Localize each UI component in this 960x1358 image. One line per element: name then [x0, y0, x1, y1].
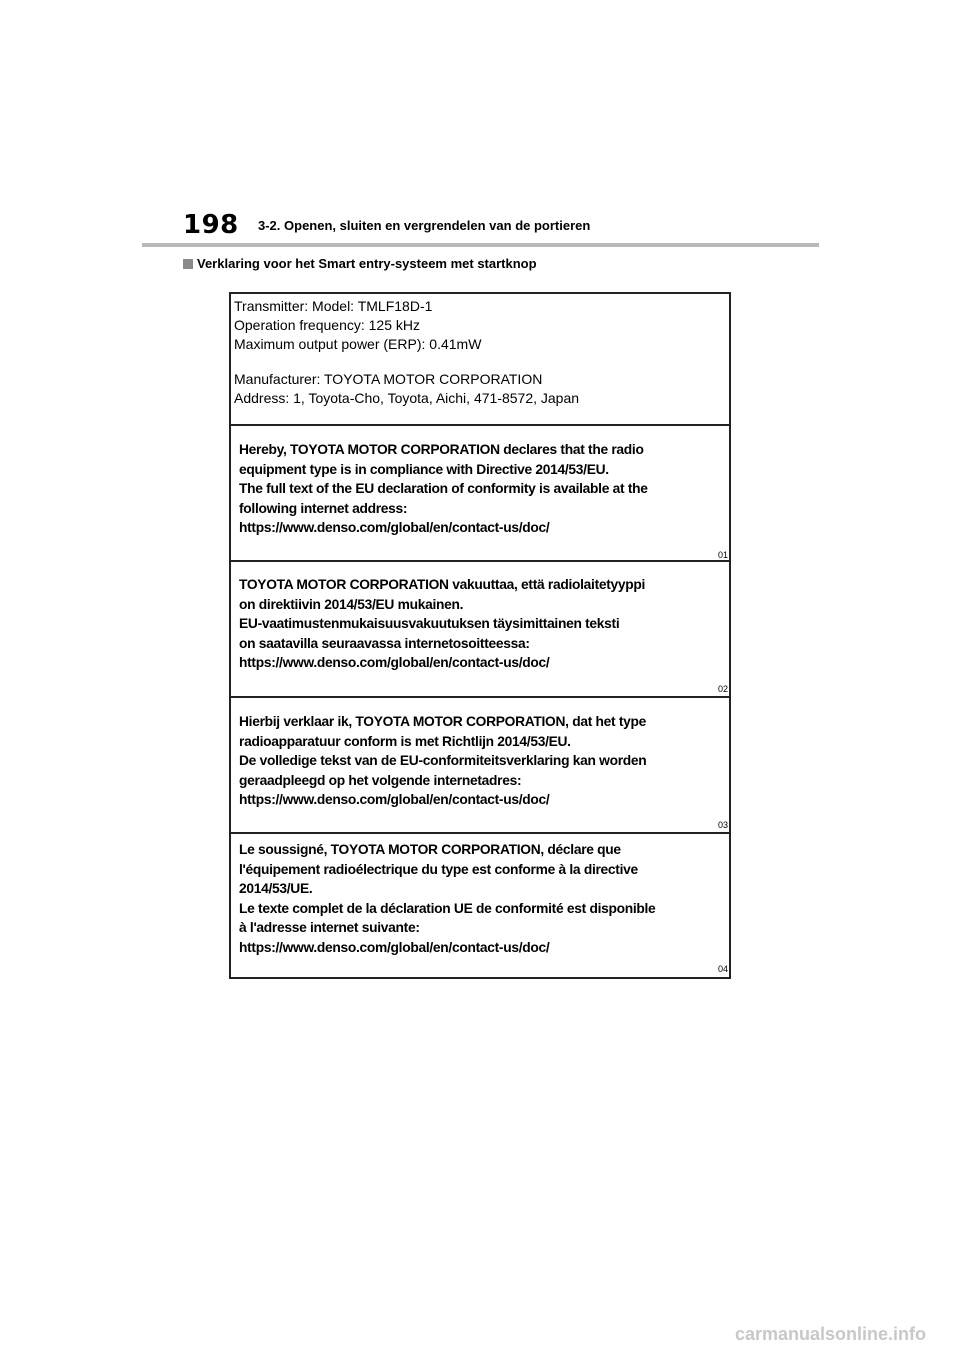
square-bullet-icon [183, 259, 193, 269]
section-title: 3-2. Openen, sluiten en vergrendelen van de portieren [258, 218, 591, 233]
declaration-line: De volledige tekst van de EU-conformiteitsverklaring kan worden [239, 753, 647, 768]
declaration-panel-en [231, 426, 729, 561]
declaration-panel-fi [231, 562, 729, 696]
panel-tag: 01 [717, 550, 728, 560]
subheading [183, 256, 537, 272]
declaration-line: TOYOTA MOTOR CORPORATION vakuuttaa, että radiolaitetyyppi [239, 577, 646, 592]
declaration-line: EU-vaatimustenmukaisuusvakuutuksen täysimittainen teksti [239, 616, 620, 631]
declaration-panel-fr [231, 834, 729, 977]
device-info [234, 297, 579, 408]
transmitter-model: Transmitter: Model: TMLF18D-1 [234, 298, 433, 314]
manufacturer: Manufacturer: TOYOTA MOTOR CORPORATION [234, 371, 543, 387]
subheading-text: Verklaring voor het Smart entry-systeem met startknop [197, 256, 537, 271]
declaration-line: Hereby, TOYOTA MOTOR CORPORATION declares that the radio [239, 442, 644, 457]
declaration-text-nl [239, 712, 646, 810]
page-number: 198 [183, 210, 239, 240]
max-output-power: Maximum output power (ERP): 0.41mW [234, 336, 482, 352]
declaration-line: The full text of the EU declaration of conformity is available at the [239, 481, 648, 496]
declaration-line: on saatavilla seuraavassa internetosoitteessa: [239, 635, 530, 651]
declaration-line: l'équipement radioélectrique du type est conforme à la directive [239, 861, 638, 877]
declaration-line: equipment type is in compliance with Directive 2014/53/EU. [239, 461, 609, 477]
watermark: carmanualsonline.info [735, 1324, 927, 1344]
declaration-line: https://www.denso.com/global/en/contact-us/doc/ [239, 939, 550, 955]
declaration-line: https://www.denso.com/global/en/contact-us/doc/ [239, 792, 550, 807]
declaration-text-fr [239, 840, 655, 957]
declaration-text-fi [239, 575, 645, 673]
declaration-panel-nl [231, 698, 729, 832]
address: Address: 1, Toyota-Cho, Toyota, Aichi, 471-8572, Japan [234, 390, 580, 406]
declaration-line: https://www.denso.com/global/en/contact-us/doc/ [239, 520, 550, 535]
device-info-panel [231, 294, 729, 424]
operation-frequency: Operation frequency: 125 kHz [234, 317, 420, 333]
declaration-line: on direktiivin 2014/53/EU mukainen. [239, 596, 464, 612]
declaration-text-en [239, 440, 648, 538]
declaration-box [229, 292, 731, 979]
panel-tag: 02 [717, 684, 728, 694]
header-rule [142, 243, 819, 247]
declaration-line: Hierbij verklaar ik, TOYOTA MOTOR CORPORATION, dat het type [239, 714, 647, 729]
declaration-line: geraadpleegd op het volgende internetadres: [239, 772, 522, 788]
panel-tag: 04 [717, 964, 728, 974]
panel-tag: 03 [717, 820, 728, 830]
declaration-line: à l'adresse internet suivante: [239, 920, 420, 935]
declaration-line: Le texte complet de la déclaration UE de conformité est disponible [239, 900, 656, 916]
declaration-line: following internet address: [239, 500, 408, 516]
declaration-line: https://www.denso.com/global/en/contact-us/doc/ [239, 655, 550, 670]
declaration-line: 2014/53/UE. [239, 881, 313, 896]
declaration-line: Le soussigné, TOYOTA MOTOR CORPORATION, déclare que [239, 842, 621, 857]
declaration-line: radioapparatuur conform is met Richtlijn 2014/53/EU. [239, 733, 571, 749]
